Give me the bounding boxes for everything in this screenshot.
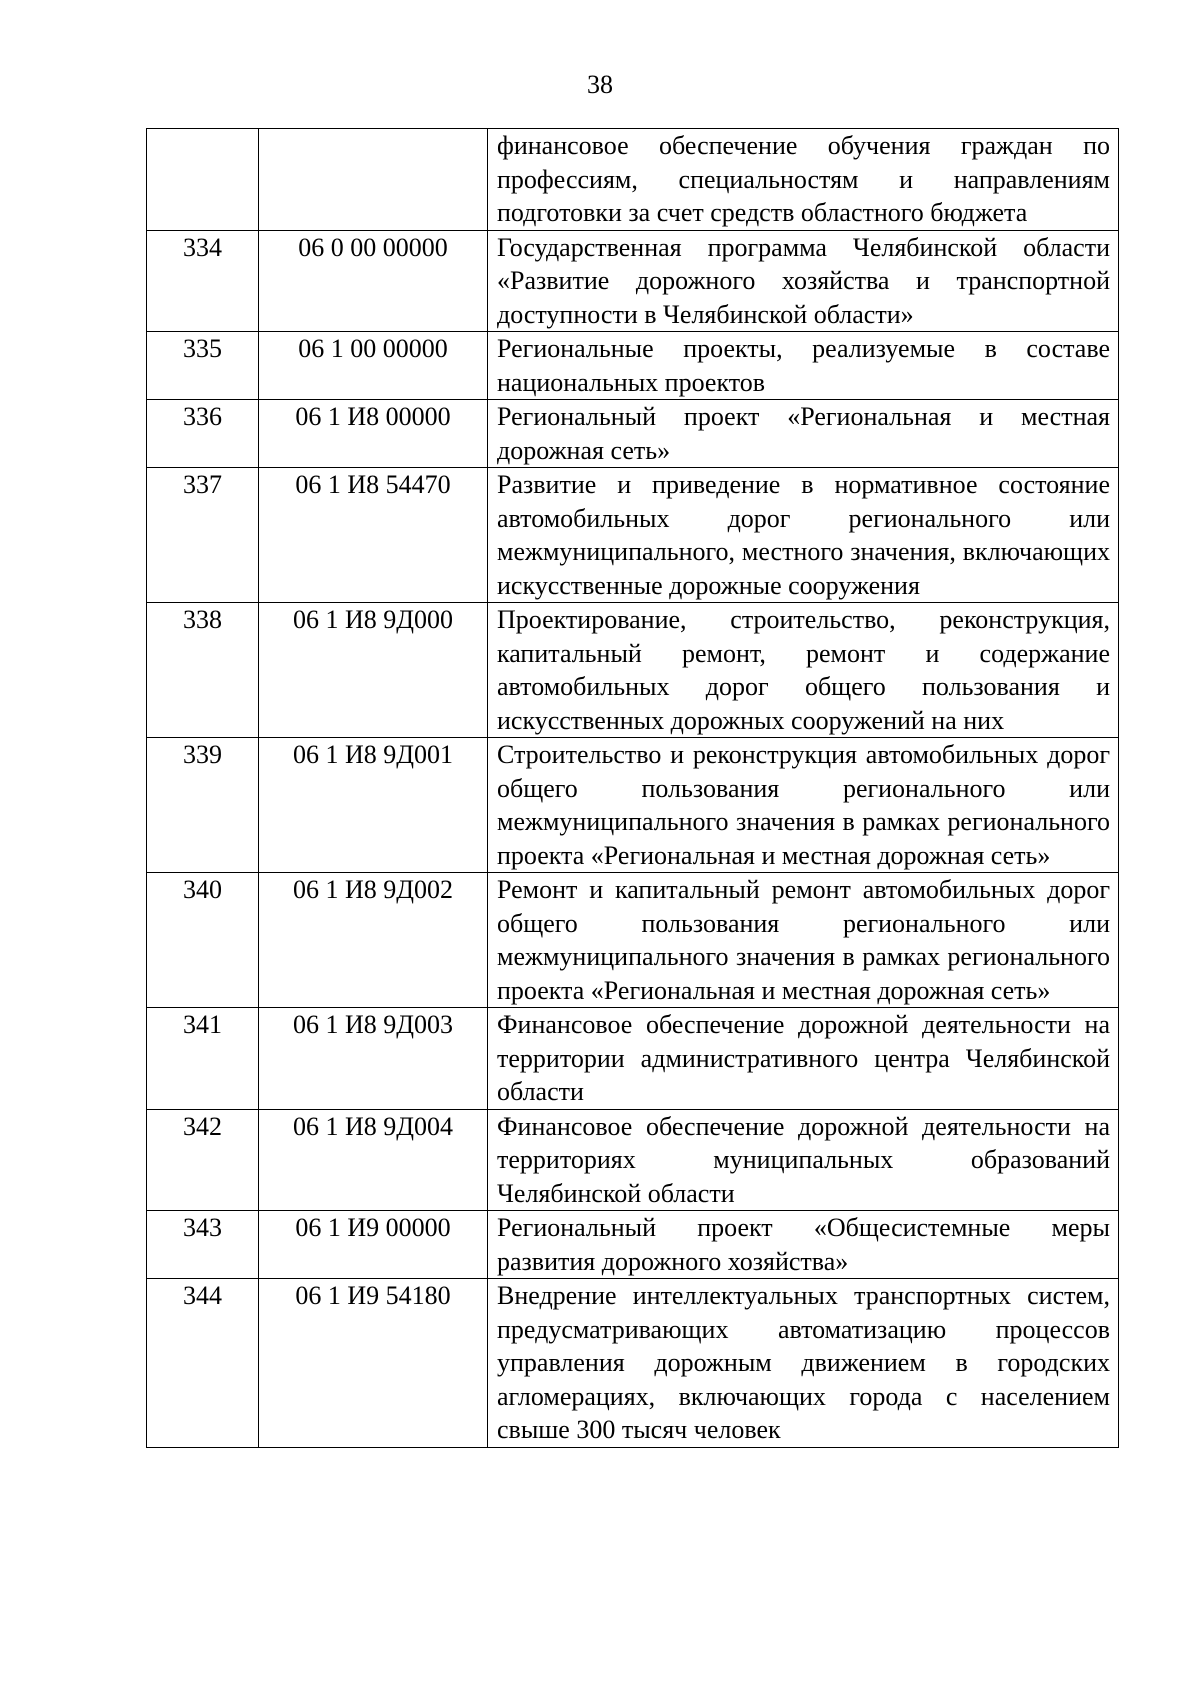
target-article-code: 06 1 00 00000 [259,332,488,400]
row-number: 334 [147,230,259,332]
target-article-code: 06 1 И8 9Д001 [259,738,488,873]
table-row [147,1109,1119,1211]
article-description: Региональные проекты, реализуемые в составе национальных проектов [488,332,1119,400]
table-row [147,873,1119,1008]
target-article-code: 06 1 И8 9Д004 [259,1109,488,1211]
row-number [147,129,259,231]
row-number: 340 [147,873,259,1008]
article-description: Региональный проект «Общесистемные меры развития дорожного хозяйства» [488,1211,1119,1279]
table-row [147,400,1119,468]
target-article-code: 06 0 00 00000 [259,230,488,332]
target-article-code: 06 1 И8 54470 [259,468,488,603]
row-number: 343 [147,1211,259,1279]
article-description: Проектирование, строительство, реконструкция, капитальный ремонт, ремонт и содержание автомобильных дорог общего пользования и искусственных дорожных сооружений на них [488,603,1119,738]
row-number: 338 [147,603,259,738]
row-number: 335 [147,332,259,400]
article-description: Ремонт и капитальный ремонт автомобильных дорог общего пользования регионального или межмуниципального значения в рамках регионального проекта «Региональная и местная дорожная сеть» [488,873,1119,1008]
row-number: 337 [147,468,259,603]
table-row [147,603,1119,738]
row-number: 341 [147,1008,259,1110]
target-article-code [259,129,488,231]
target-article-code: 06 1 И8 9Д003 [259,1008,488,1110]
article-description: Внедрение интеллектуальных транспортных систем, предусматривающих автоматизацию процессов управления дорожным движением в городских агломерациях, включающих города с населением свыше 300 тысяч человек [488,1279,1119,1448]
target-article-code: 06 1 И8 9Д000 [259,603,488,738]
article-description: Строительство и реконструкция автомобильных дорог общего пользования регионального или межмуниципального значения в рамках регионального проекта «Региональная и местная дорожная сеть» [488,738,1119,873]
article-description: Финансовое обеспечение дорожной деятельности на территории административного центра Челябинской области [488,1008,1119,1110]
article-description: Региональный проект «Региональная и местная дорожная сеть» [488,400,1119,468]
article-description: Финансовое обеспечение дорожной деятельности на территориях муниципальных образований Челябинской области [488,1109,1119,1211]
row-number: 344 [147,1279,259,1448]
table-row [147,1008,1119,1110]
article-description: Государственная программа Челябинской области «Развитие дорожного хозяйства и транспортной доступности в Челябинской области» [488,230,1119,332]
budget-classification-table [146,128,1119,1448]
row-number: 339 [147,738,259,873]
article-description: финансовое обеспечение обучения граждан по профессиям, специальностям и направлениям подготовки за счет средств областного бюджета [488,129,1119,231]
row-number: 336 [147,400,259,468]
article-description: Развитие и приведение в нормативное состояние автомобильных дорог регионального или межмуниципального, местного значения, включающих искусственные дорожные сооружения [488,468,1119,603]
table-row [147,1211,1119,1279]
table-row [147,332,1119,400]
target-article-code: 06 1 И9 00000 [259,1211,488,1279]
table-row [147,468,1119,603]
page-number: 38 [587,70,613,99]
target-article-code: 06 1 И8 00000 [259,400,488,468]
target-article-code: 06 1 И8 9Д002 [259,873,488,1008]
table-row [147,1279,1119,1448]
row-number: 342 [147,1109,259,1211]
table-row [147,738,1119,873]
table-row [147,129,1119,231]
target-article-code: 06 1 И9 54180 [259,1279,488,1448]
table-row [147,230,1119,332]
